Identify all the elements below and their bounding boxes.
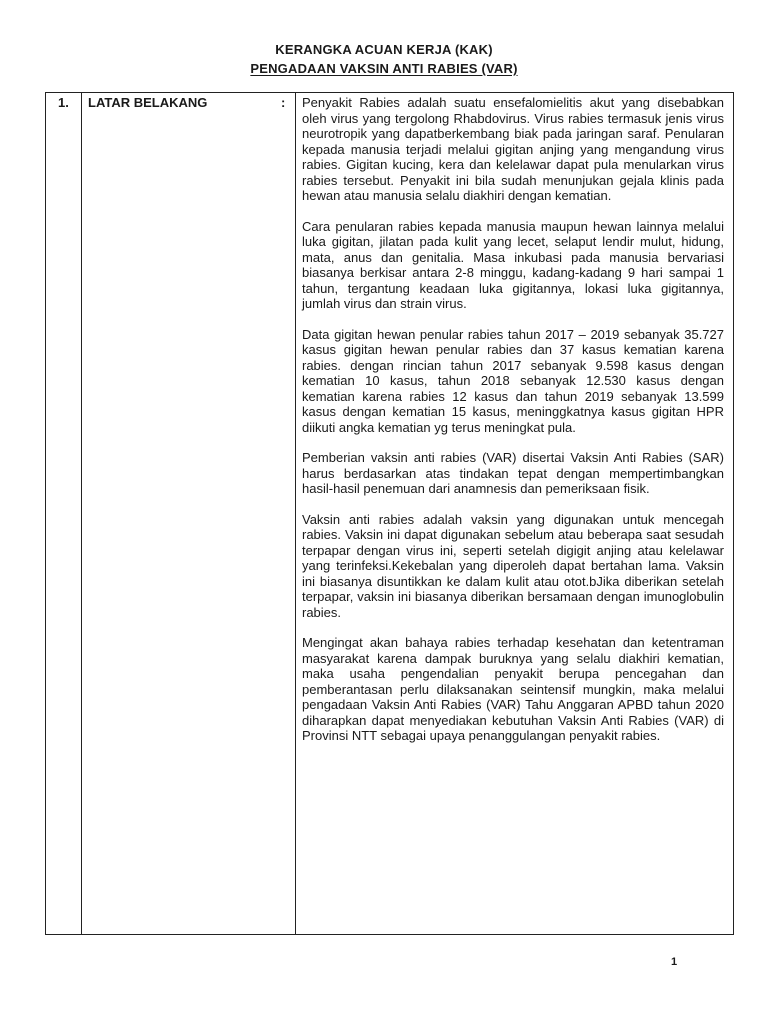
paragraph: Pemberian vaksin anti rabies (VAR) disertai Vaksin Anti Rabies (SAR) harus berdasarkan atas tindakan tepat dengan mempertimbangkan hasil-hasil penemuan dari anamnesis dan pemeriksaan fisik.	[302, 450, 724, 496]
document-header	[0, 40, 768, 78]
paragraph: Mengingat akan bahaya rabies terhadap kesehatan dan ketentraman masyarakat karena dampak buruknya yang selalu diakhiri kematian, maka usaha pengendalian penyakit berupa pencegahan dan pemberantasan perlu dilaksanakan seintensif mungkin, maka melalui pengadaan Vaksin Anti Rabies (VAR) Tahu Anggaran APBD tahun 2020 diharapkan dapat menyediakan kebutuhan Vaksin Anti Rabies (VAR) di Provinsi NTT sebagai upaya penanggulangan penyakit rabies.	[302, 635, 724, 743]
section-separator: :	[281, 95, 286, 110]
section-content	[302, 95, 724, 759]
section-number: 1.	[58, 95, 69, 110]
document-title: KERANGKA ACUAN KERJA (KAK)	[275, 42, 493, 57]
section-table	[45, 92, 734, 935]
column-divider	[295, 93, 296, 934]
paragraph: Penyakit Rabies adalah suatu ensefalomielitis akut yang disebabkan oleh virus yang tergolong Rhabdovirus. Virus rabies termasuk jenis virus neurotropik yang dapatberkembang biak pada jaringan saraf. Penularan kepada manusia terjadi melalui gigitan anjing yang mengandung virus rabies. Gigitan kucing, kera dan kelelawar dapat pula menularkan virus rabies tersebut. Penyakit ini bila sudah menunjukan gejala klinis pada hewan atau manusia selalu diakhiri dengan kematian.	[302, 95, 724, 203]
section-title: LATAR BELAKANG	[88, 95, 208, 110]
column-divider	[81, 93, 82, 934]
paragraph: Data gigitan hewan penular rabies tahun 2017 – 2019 sebanyak 35.727 kasus gigitan hewan penular rabies dan 37 kasus kematian karena rabies. dengan rincian tahun 2017 sebanyak 9.598 kasus dengan kematian 10 kasus, tahun 2018 sebanyak 12.530 kasus dengan kematian karena rabies 12 kasus dan tahun 2019 sebanyak 13.599 kasus dengan kematian 15 kasus, meninggkatnya kasus gigitan HPR diikuti angka kematian yg terus meningkat pula.	[302, 326, 724, 435]
paragraph: Vaksin anti rabies adalah vaksin yang digunakan untuk mencegah rabies. Vaksin ini dapat digunakan sebelum atau beberapa saat sesudah terpapar dengan virus ini, seperti setelah digigit anjing atau kelelawar yang terinfeksi.Kekebalan yang diperoleh dapat bertahan lama. Vaksin ini biasanya disuntikkan ke dalam kulit atau otot.bJika diberikan setelah terpapar, vaksin ini biasanya diberikan bersamaan dengan imunoglobulin rabies.	[302, 511, 724, 620]
page-number: 1	[671, 956, 678, 968]
paragraph: Cara penularan rabies kepada manusia maupun hewan lainnya melalui luka gigitan, jilatan pada kulit yang lecet, selaput lendir mulut, hidung, mata, anus dan genitalia. Masa inkubasi pada manusia bervariasi biasanya berkisar antara 2-8 minggu, kadang-kadang 9 hari sampai 1 tahun, tergantung keadaan luka gigitannya, lokasi luka gigitannya, jumlah virus dan strain virus.	[302, 218, 724, 311]
document-subtitle: PENGADAAN VAKSIN ANTI RABIES (VAR)	[250, 61, 518, 76]
